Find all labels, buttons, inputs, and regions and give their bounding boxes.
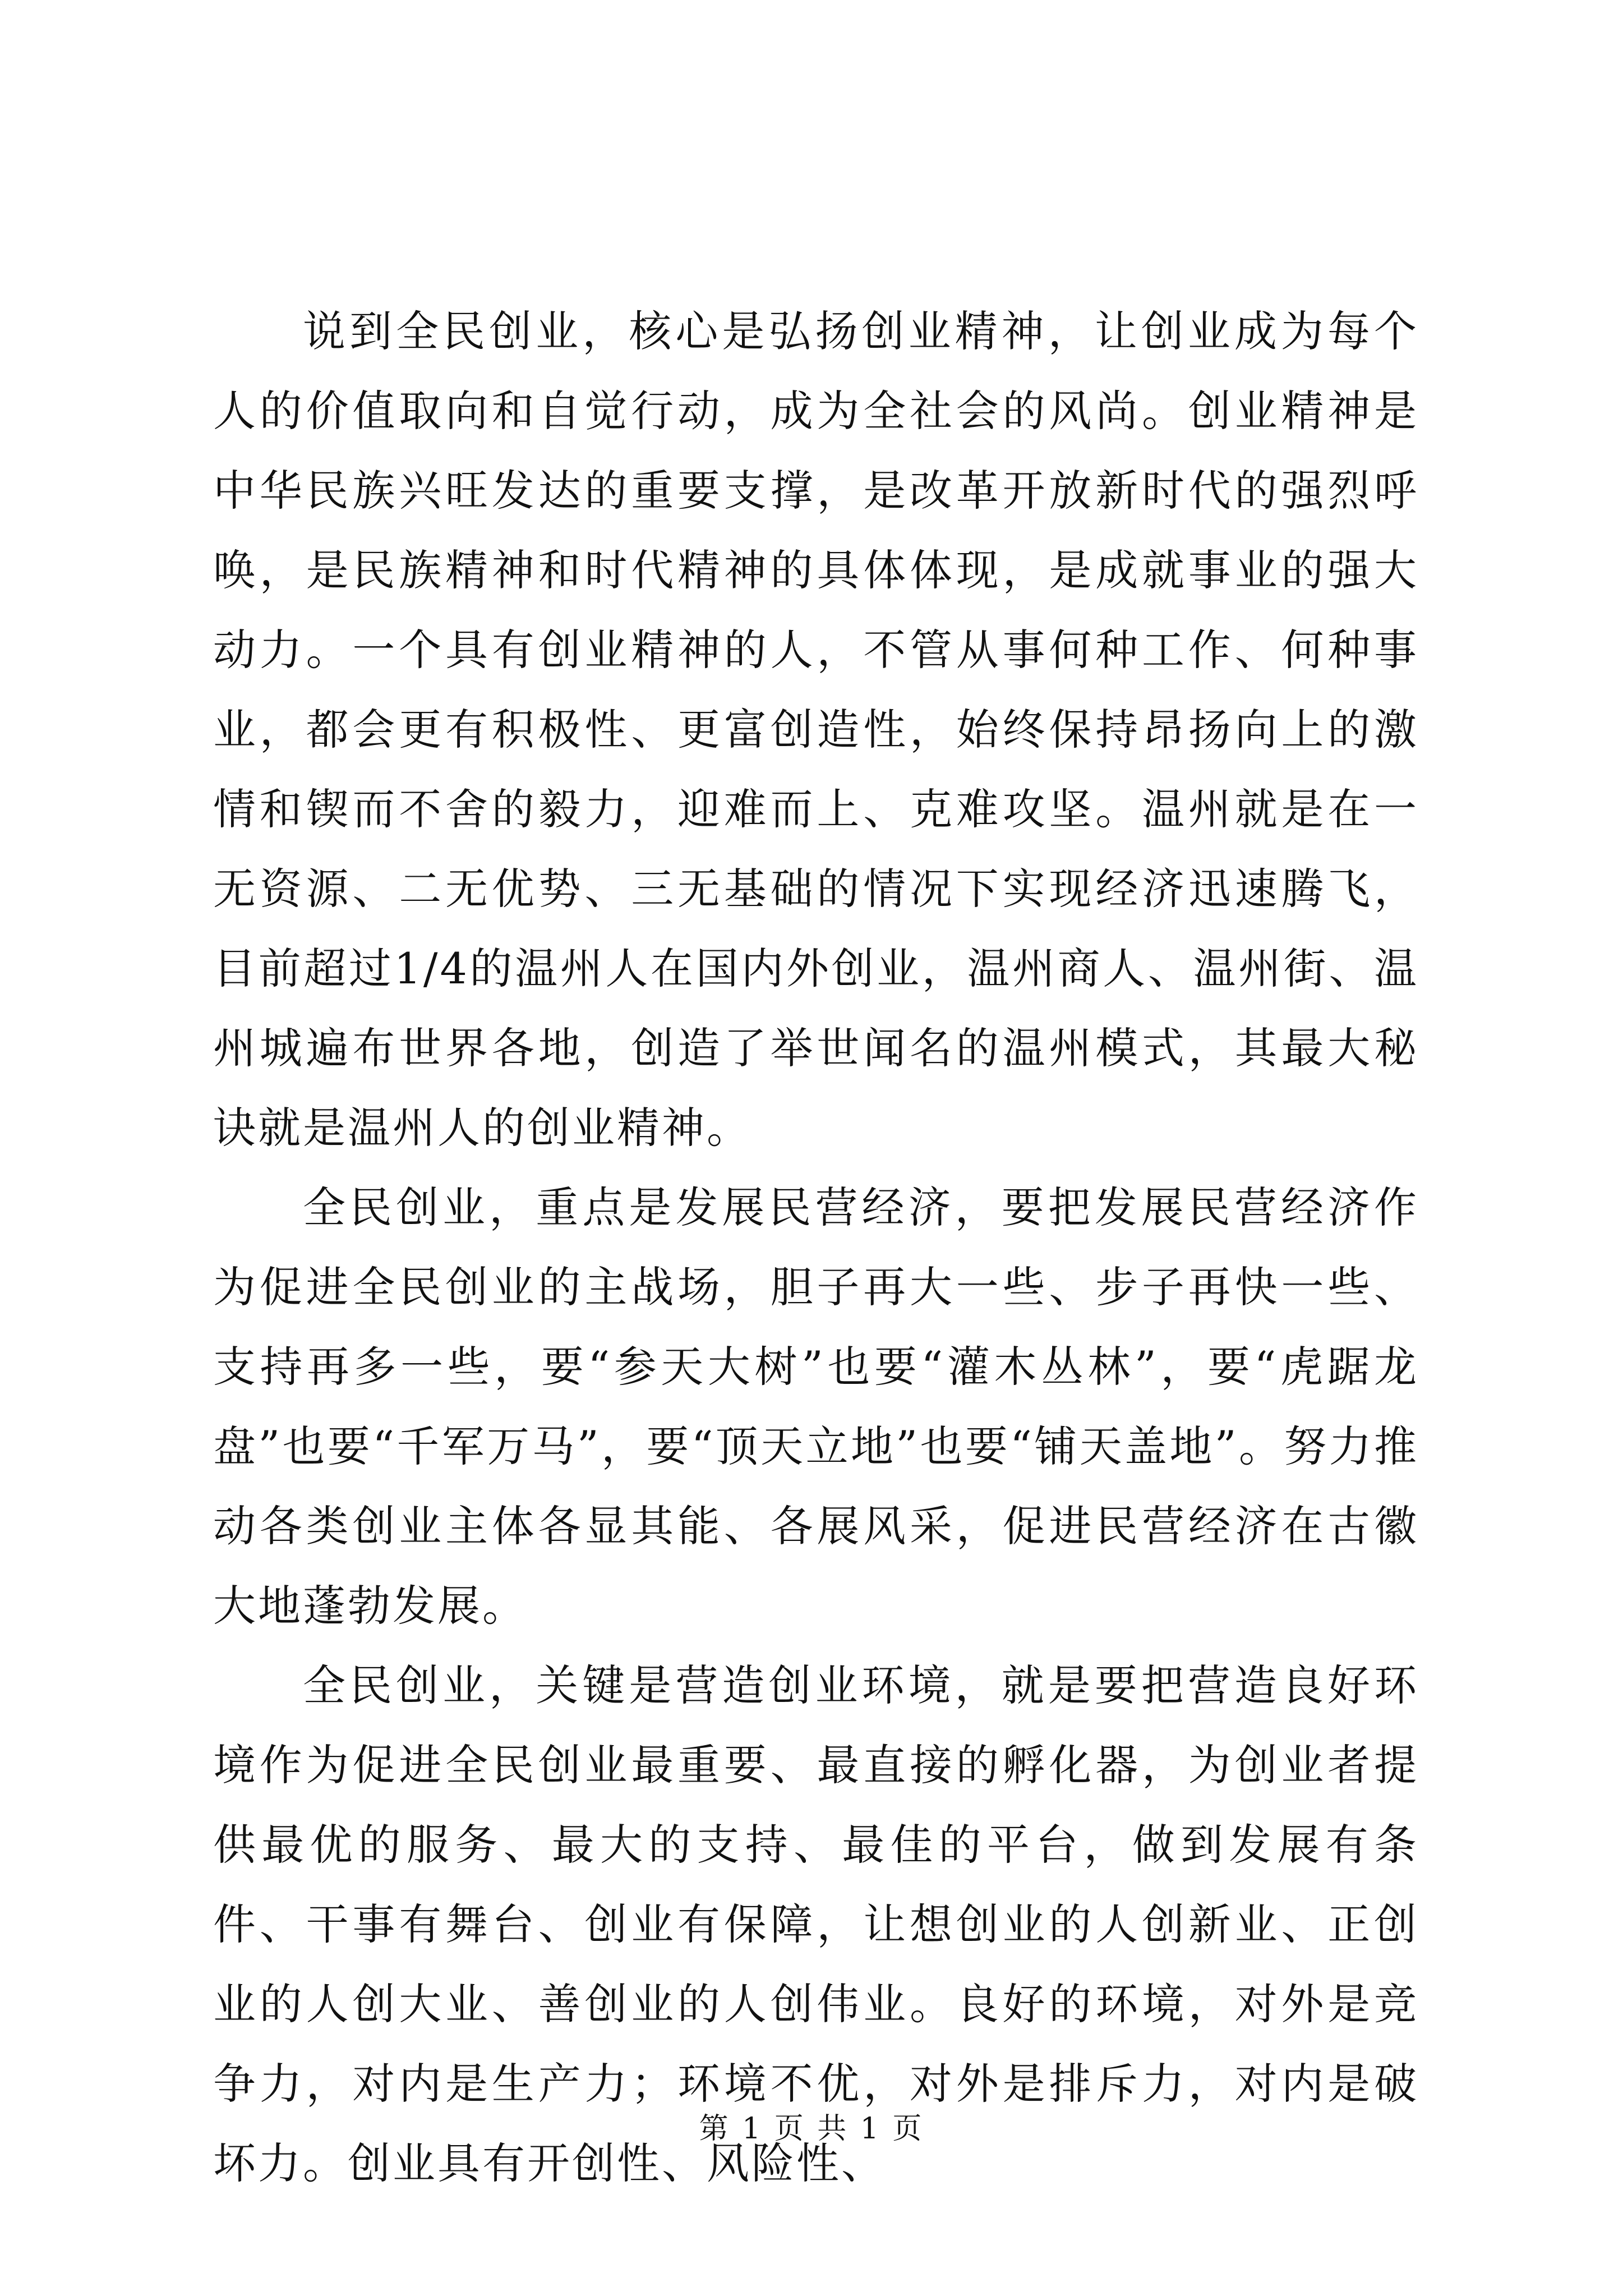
paragraph-2: 全民创业，重点是发展民营经济，要把发展民营经济作为促进全民创业的主战场，胆子再大一些、步子再快一些、支持再多一些，要“参天大树”也要“灌木丛林”，要“虎踞龙盘”也要“千军万马”，要“顶天立地”也要“铺天盖地”。努力推动各类创业主体各显其能、各展风采，促进民营经济在古徽大地蓬勃发展。 — [213, 1182, 1419, 1631]
paragraph-3: 全民创业，关键是营造创业环境，就是要把营造良好环境作为促进全民创业最重要、最直接的孵化器，为创业者提供最优的服务、最大的支持、最佳的平台，做到发展有条件、干事有舞台、创业有保障，让想创业的人创新业、正创业的人创大业、善创业的人创伟业。良好的环境，对外是竞争力，对内是生产力；环境不优，对外是排斥力，对内是破坏力。创业具有开创性、风险性、 — [213, 1660, 1419, 2188]
page-number-label: 第 1 页 共 1 页 — [699, 2112, 924, 2146]
page-footer — [0, 2109, 1623, 2148]
paragraph-1: 说到全民创业，核心是弘扬创业精神，让创业成为每个人的价值取向和自觉行动，成为全社会的风尚。创业精神是中华民族兴旺发达的重要支撑，是改革开放新时代的强烈呼唤，是民族精神和时代精神的具体体现，是成就事业的强大动力。一个具有创业精神的人，不管从事何种工作、何种事业，都会更有积极性、更富创造性，始终保持昂扬向上的激情和锲而不舍的毅力，迎难而上、克难攻坚。温州就是在一无资源、二无优势、三无基础的情况下实现经济迅速腾飞，目前超过1/4的温州人在国内外创业，温州商人、温州街、温州城遍布世界各地，创造了举世闻名的温州模式，其最大秘诀就是温州人的创业精神。 — [213, 306, 1419, 1153]
document-body — [213, 292, 1419, 2203]
